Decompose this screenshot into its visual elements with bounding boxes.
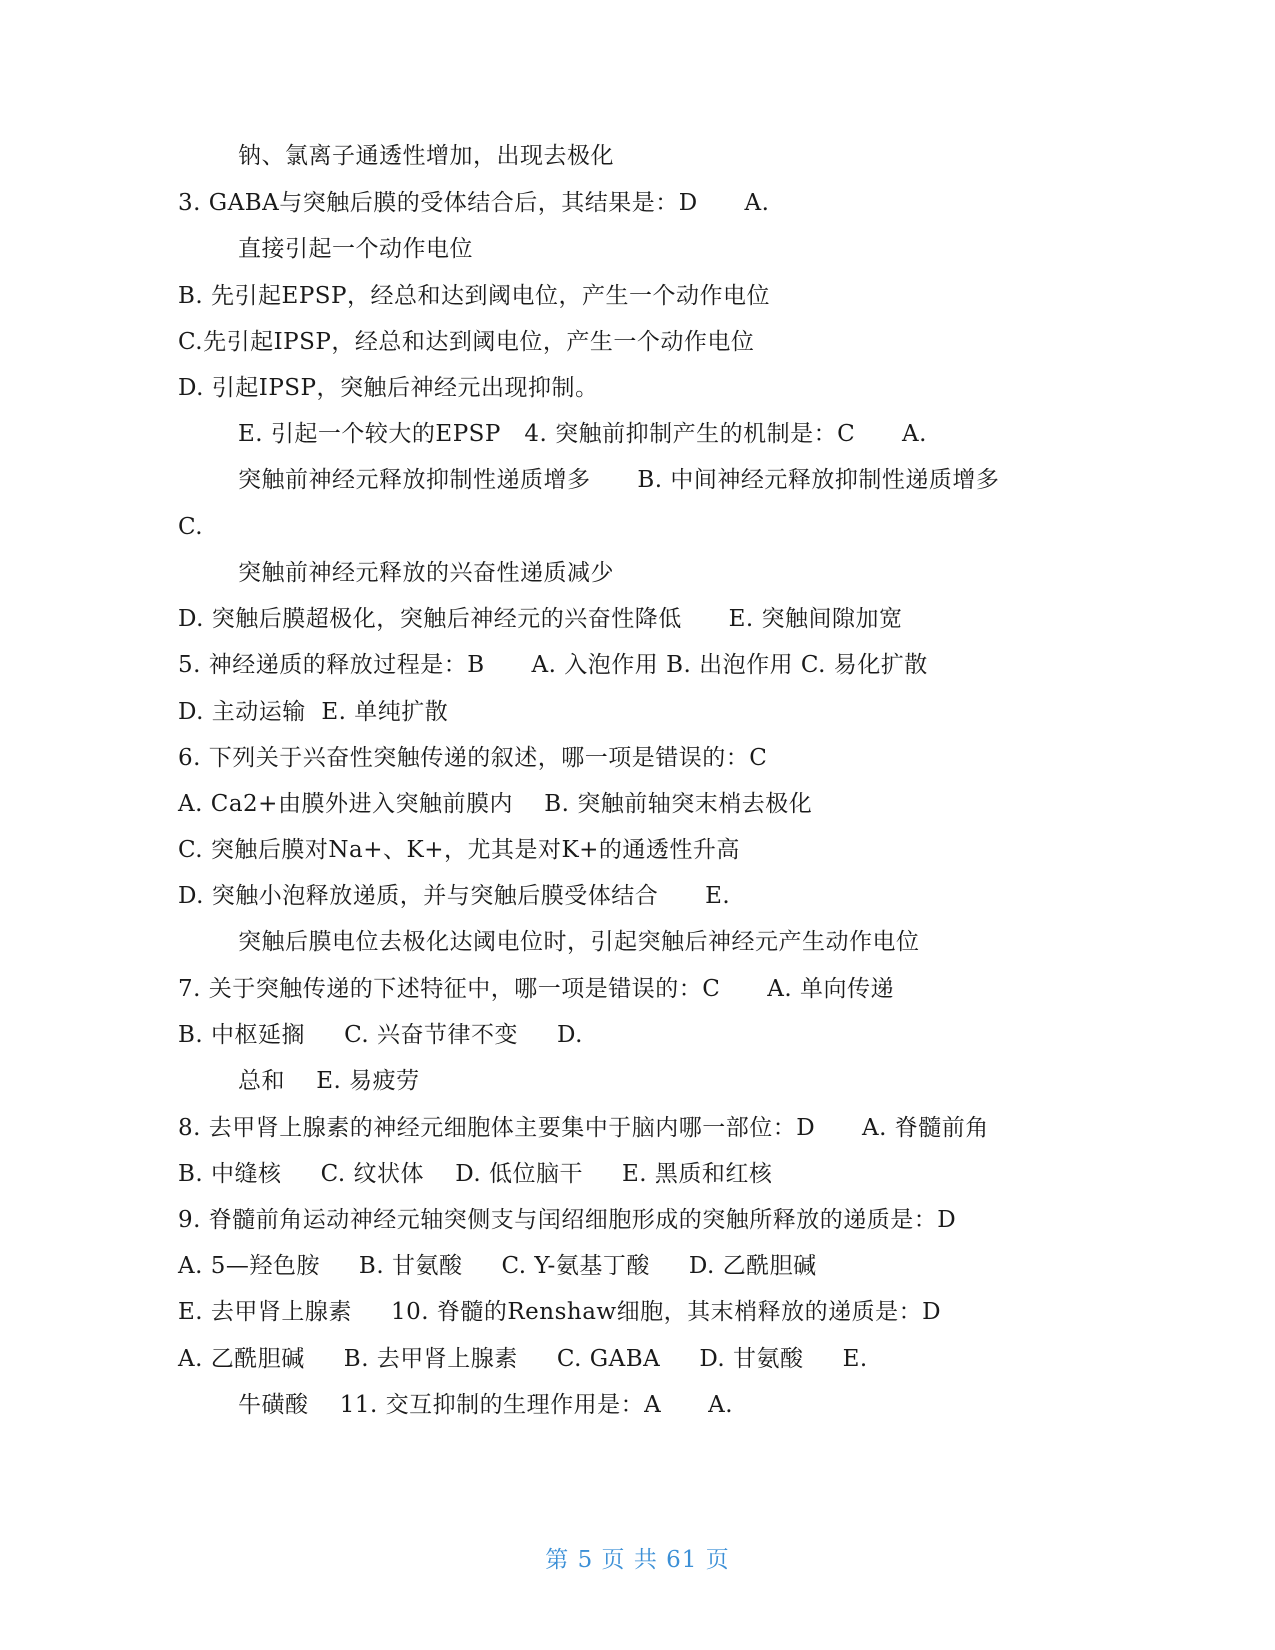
question-9-stem: 9. 脊髓前角运动神经元轴突侧支与闰绍细胞形成的突触所释放的递质是：D: [178, 1207, 957, 1233]
question-7-stem: 7. 关于突触传递的下述特征中，哪一项是错误的：C A. 单向传递: [178, 976, 894, 1002]
question-9-options: A. 5—羟色胺 B. 甘氨酸 C. Y-氨基丁酸 D. 乙酰胆碱: [178, 1253, 817, 1279]
question-10-stem: E. 去甲肾上腺素 10. 脊髓的Renshaw细胞，其末梢释放的递质是：D: [178, 1299, 942, 1325]
question-6-stem: 6. 下列关于兴奋性突触传递的叙述，哪一项是错误的：C: [178, 745, 768, 771]
question-6-option-e: 突触后膜电位去极化达阈电位时，引起突触后神经元产生动作电位: [238, 929, 920, 955]
question-6-options-ab: A. Ca2+由膜外进入突触前膜内 B. 突触前轴突末梢去极化: [178, 791, 813, 817]
question-3-option-b: B. 先引起EPSP，经总和达到阈电位，产生一个动作电位: [178, 283, 771, 309]
question-5-options-de: D. 主动运输 E. 单纯扩散: [178, 699, 449, 725]
question-3-option-d: D. 引起IPSP，突触后神经元出现抑制。: [178, 375, 599, 401]
question-4-options-ab: 突触前神经元释放抑制性递质增多 B. 中间神经元释放抑制性递质增多: [238, 467, 1000, 493]
question-4-option-c-label: C.: [178, 514, 204, 540]
question-11-stem: 牛磺酸 11. 交互抑制的生理作用是：A A.: [238, 1392, 734, 1418]
question-4-stem: E. 引起一个较大的EPSP 4. 突触前抑制产生的机制是：C A.: [238, 421, 927, 447]
text-line: 钠、氯离子通透性增加，出现去极化: [238, 143, 614, 169]
question-10-options: A. 乙酰胆碱 B. 去甲肾上腺素 C. GABA D. 甘氨酸 E.: [178, 1346, 868, 1372]
page-number-footer: 第 5 页 共 61 页: [545, 1547, 730, 1573]
question-5-stem: 5. 神经递质的释放过程是：B A. 入泡作用 B. 出泡作用 C. 易化扩散: [178, 652, 928, 678]
question-3-option-c: C.先引起IPSP，经总和达到阈电位，产生一个动作电位: [178, 329, 755, 355]
question-4-options-de: D. 突触后膜超极化，突触后神经元的兴奋性降低 E. 突触间隙加宽: [178, 606, 903, 632]
question-8-options: B. 中缝核 C. 纹状体 D. 低位脑干 E. 黑质和红核: [178, 1161, 773, 1187]
question-3-stem: 3. GABA与突触后膜的受体结合后，其结果是：D A.: [178, 190, 770, 216]
question-6-option-d: D. 突触小泡释放递质，并与突触后膜受体结合 E.: [178, 883, 731, 909]
question-7-options-bcd: B. 中枢延搁 C. 兴奋节律不变 D.: [178, 1022, 583, 1048]
question-4-option-c: 突触前神经元释放的兴奋性递质减少: [238, 560, 614, 586]
question-8-stem: 8. 去甲肾上腺素的神经元细胞体主要集中于脑内哪一部位：D A. 脊髓前角: [178, 1115, 989, 1141]
question-7-options-de: 总和 E. 易疲劳: [238, 1068, 420, 1094]
question-6-option-c: C. 突触后膜对Na+、K+，尤其是对K+的通透性升高: [178, 837, 740, 863]
question-3-option-a: 直接引起一个动作电位: [238, 236, 473, 262]
